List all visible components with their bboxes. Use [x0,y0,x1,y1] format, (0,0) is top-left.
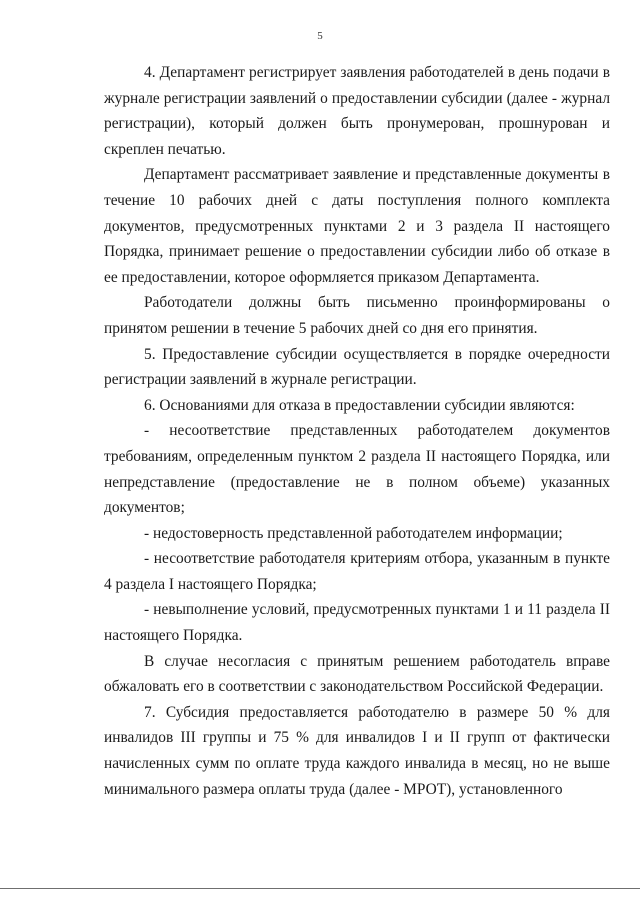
refusal-item-conditions: - невыполнение условий, предусмотренных пунктами 1 и 11 раздела II настоящего Порядка. [104,601,610,645]
paragraph-5-order: 5. Предоставление субсидии осуществляется в порядке очередности регистрации заявлений в журнале регистрации. [104,345,610,389]
refusal-item-criteria: - несоответствие работодателя критериям отбора, указанным в пункте 4 раздела I настоящего Порядка; [104,550,610,593]
paragraph-7-subsidy-amount: 7. Субсидия предоставляется работодателю в размере 50 % для инвалидов III группы и 75 % для инвалидов I и II групп от фактически начисленных сумм по оплате труда каждого инвалида в месяц, но не выше минимального размера оплаты труда (далее - МРОТ), установленного [104,703,610,798]
paragraph-6-refusal-grounds: 6. Основаниями для отказа в предоставлении субсидии являются: [144,396,575,414]
paragraph-4-registration: 4. Департамент регистрирует заявления работодателей в день подачи в журнале регистрации заявлений о предоставлении субсидии (далее - журнал регистрации), который должен быть пронумерован, прошнурован и скреплен печатью. [104,64,610,158]
paragraph-review-period: Департамент рассматривает заявление и представленные документы в течение 10 рабочих дней с даты поступления полного комплекта документов, предусмотренных пунктами 2 и 3 раздела II настоящего Порядка, принимает решение о предоставлении субсидии либо об отказе в ее предоставлении, которое оформляется приказом Департамента. [104,166,610,286]
paragraph-notification: Работодатели должны быть письменно проинформированы о принятом решении в течение 5 рабочих дней со дня его принятия. [104,294,610,337]
page-number: 5 [317,30,323,42]
paragraph-appeal: В случае несогласия с принятым решением работодатель вправе обжаловать его в соответствии с законодательством Российской Федерации. [104,652,610,696]
refusal-item-documents: - несоответствие представленных работодателем документов требованиям, определенным пунктом 2 раздела II настоящего Порядка, или непредставление (предоставление не в полном объеме) указанных документов; [104,422,610,517]
refusal-item-inaccuracy: - недостоверность представленной работодателем информации; [144,524,563,542]
page-bottom-edge [0,888,640,889]
document-body [104,60,610,802]
